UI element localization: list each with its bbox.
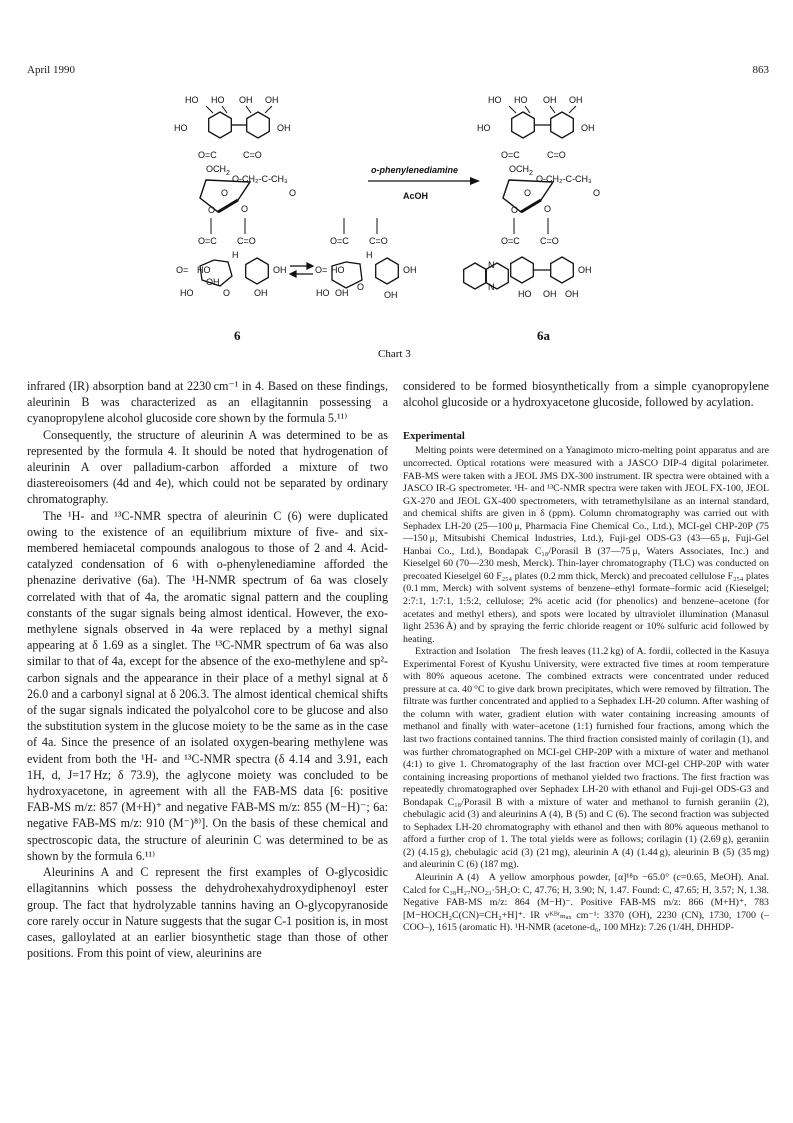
solvent-label: AcOH [403, 191, 429, 201]
ester-carbonyl: C=O [369, 236, 388, 246]
right-text-column [403, 378, 769, 935]
ring-oxygen: O [208, 205, 216, 215]
paragraph: Consequently, the structure of aleurinin A was determined to be as represented by the formula 4. It should be noted that hydrogenation of aleurinin A over palladium-carbon afforded a mixture of two diastereoisomers (4d and 4e), which could not be separated by ordinary chromatography. [27, 427, 388, 507]
reaction-arrow [368, 165, 480, 201]
extraction-paragraph: Extraction and Isolation The fresh leaves (11.2 kg) of A. fordii, collected in the Kasuya Experimental Forest of Kyushu University, were extracted five times at room temperature with 80% aqueous acetone. The combined extracts were concentrated under reduced pressure at ca. 40 °C to give dark brown precipitates, which were removed by filtration. The filtrate was further concentrated and applied to a Sephadex LH-20 column. After washing of the column with water, gradient elution with water containing increasing amounts of methanol and finally with water–acetone (1:1) furnished four fractions, among which the last two fractions contained tannins. The third fraction consisted mainly of corilagin (1), and was further chromatographed on MCI-gel CHP-20P with a mixture of water and methanol (4:1) to give 1. Chromatography of the last fraction over MCI-gel CHP-20P with water containing increasing proportions of methanol yielded two fractions. The first fraction was repeatedly chromatographed over Sephadex LH-20 with ethanol and Fuji-gel ODS-G3 and Bondapak C₁₈/Porasil B with a mixture of water and methanol to furnish geraniin (2), chebulagic acid (3) and aleurinins A (4), B (5) and C (6). The second fraction was subjected to Sephadex LH-20 chromatography with ethanol and then with 80% aqueous methanol to afford a further crop of 1. The total yields were as follows; corilagin (1) (2.69 g), geraniin (2) (4.15 g), chebulagic acid (3) (21 mg), aleurinin A (4) (1.44 g), aleurinin B (5) (35 mg) and aleurinin C (6) (187 mg). [403, 646, 769, 871]
paragraph: infrared (IR) absorption band at 2230 cm⁻¹ in 4. Based on these findings, aleurinin B was characterized as an ellagitannin possessing a cyanopropylene alcohol glucoside core shown by the formula 5.¹¹⁾ [27, 379, 388, 426]
equilibrium-arrow [290, 263, 313, 277]
running-header-date: April 1990 [27, 64, 75, 76]
ring-oxygen: O [511, 205, 519, 215]
paragraph: The ¹H- and ¹³C-NMR spectra of aleurinin C (6) were duplicated owing to the existence of an equilibrium mixture of five- and six-membered hemiacetal compounds analogous to those of 2 and 4. Acid-catalyzed condensation of 6 with o-phenylenediamine afforded the phenazine derivative (6a). The ¹H-NMR spectrum of 6a was closely correlated with that of 4a, the aromatic signal pattern and the coupling constants of the sugar signals being almost identical. However, the exo-methylene signals observed in 4a were replaced by a methyl signal appearing at δ 1.69 as a singlet. The ¹³C-NMR spectrum of 6a was also similar to that of 4a, except for the absence of the exo-methylene and sp²-carbon signals and the appearance in their place of a methyl signal at δ 26.0 and a carbonyl signal at δ 206.3. The almost identical chemical shifts of the sugar signals indicated the polyalcohol core to be glucose and also the substitution system in the glucose moiety to be the same as in the case of 4a. Since the presence of an isolated oxygen-bearing methylene was evident from both the ¹H- and ¹³C-NMR spectra (δ 4.14 and 3.91, each 1H, d, J=17 Hz; δ 73.9), the aglycone moiety was concluded to be hydroxyacetone, in agreement with all the FAB-MS data [6: positive FAB-MS m/z: 857 (M+H)⁺ and negative FAB-MS m/z: 855 (M−H)⁻; 6a: negative FAB-MS m/z: 910 (M⁻)⁸⁾]. On the basis of these chemical and spectroscopic data, the structure of aleurinin C was determined to be as shown by the formula 6.¹¹⁾ [27, 508, 388, 863]
paragraph: Aleurinins A and C represent the first examples of O-glycosidic ellagitannins which possess the dehydrohexahydroxydiphenoyl ester group. The fact that hydrolyzable tannins having an O-glycopyranoside core rarely occur in Nature suggests that the sugar C-1 position is, in most cases, galloylated at an earlier biosynthetic stage than those of other positions. From this point of view, aleurinins are [27, 865, 388, 961]
ester-carbonyl: C=O [243, 150, 262, 160]
phenazine-nitrogen: N [488, 260, 495, 270]
ester-carbonyl: O=C [501, 236, 520, 246]
keto-oxygen: O [289, 188, 297, 198]
oh-label: OH [384, 290, 398, 300]
oh-label: OH [565, 289, 579, 299]
oh-label: OH [543, 95, 557, 105]
oh-label: OH [277, 123, 291, 133]
reagent-label: o-phenylenediamine [371, 165, 459, 175]
ring-oxygen: O [241, 204, 249, 214]
acetonyl-group: O-CH₂-C-CH₃ [232, 174, 288, 184]
structure-6a [464, 95, 600, 299]
keto-oxygen: O [593, 188, 601, 198]
aleurinin-a-paragraph: Aleurinin A (4) A yellow amorphous powder, [α]¹⁸ᴅ −65.0° (c=0.65, MeOH). Anal. Calcd for C₃₈H₂₇NO₂₃·5H₂O: C, 47.76; H, 3.90; N, 1.47. Found: C, 47.65; H, 3.57; N, 1.38. Negative FAB-MS m/z: 864 (M−H)⁻. Positive FAB-MS m/z: 866 (M+H)⁺, 783 [M−HOCH₂C(CN)=CH₂+H]⁺. IR νᴷᴮʳₘₐₓ cm⁻¹: 3370 (OH), 2230 (CN), 1730, 1700 (–COO–), 1615 (aromatic H). ¹H-NMR (acetone-d₆, 100 MHz): 7.26 (1/4H, DHHDP- [403, 872, 769, 934]
oxo-label: O= [315, 265, 328, 275]
oh-label: OH [335, 288, 349, 298]
compound-label-6: 6 [234, 328, 241, 343]
och2-label: $OCH_2$ [206, 164, 230, 177]
ho-label: HO [488, 95, 502, 105]
structure-6-isomer [315, 218, 417, 300]
och2-label: $OCH_2$ [509, 164, 533, 177]
ester-carbonyl: O=C [198, 236, 217, 246]
experimental-paragraph: Melting points were determined on a Yanagimoto micro-melting point apparatus and are uncorrected. Optical rotations were measured with a JASCO DIP-4 digital polarimeter. FAB-MS were taken with a JEOL JMS DX-300 instrument. IR spectra were obtained with a JASCO IR-G spectrometer. ¹H- and ¹³C-NMR spectra were taken with JEOL FX-100, JEOL GX-270 and JEOL GX-400 spectrometers, with tetramethylsilane as an internal standard, and chemical shifts are given in δ (ppm). Column chromatography was carried out with Sephadex LH-20 (25—100 μ, Pharmacia Fine Chemical Co., Ltd.), MCI-gel CHP-20P (75—150 μ, Mitsubishi Chemical Industries, Ltd.), Fuji-gel ODS-G3 (43—65 μ, Fuji-Gel Hanbai Co., Ltd.), Bondapak C₁₈/Porasil B (37—75 μ, Waters Associates, Inc.) and Kieselgel 60 (70—230 mesh, Merck). Thin-layer chromatography (TLC) was conducted on precoated Kieselgel 60 F₂₅₄ plates (0.2 mm thick, Merck) and precoated cellulose F₂₅₄ plates (0.1 mm, Merck) with solvent systems of benzene–ethyl formate–formic acid (Kieselgel; 2:7:1, 1:7:1, 1:5:2, cellulose; 2% acetic acid (for phenolics) and benzene–acetone (for acetates and methyl ethers), and spots were located by ultraviolet illumination (Manasul light 2536 Å) and by spraying the ferric chloride reagent or 10% sulfuric acid followed by heating. [403, 445, 769, 645]
ho-label: HO [197, 265, 211, 275]
oh-label: OH [403, 265, 417, 275]
oh-label: OH [265, 95, 279, 105]
ester-carbonyl: C=O [237, 236, 256, 246]
oh-label: OH [578, 265, 592, 275]
oh-label: OH [569, 95, 583, 105]
ring-oxygen: O [544, 204, 552, 214]
acetonyl-group: O-CH₂-C-CH₃ [536, 174, 592, 184]
ester-carbonyl: O=C [501, 150, 520, 160]
ho-label: HO [331, 265, 345, 275]
structure-6 [174, 95, 296, 298]
ring-oxygen: O [221, 188, 229, 198]
ho-label: HO [316, 288, 330, 298]
h-label: H [366, 250, 373, 260]
ho-label: HO [174, 123, 188, 133]
ho-label: HO [180, 288, 194, 298]
ho-label: HO [518, 289, 532, 299]
oh-label: OH [543, 289, 557, 299]
phenazine-nitrogen: N [488, 282, 495, 292]
page-number: 863 [752, 64, 769, 76]
chart-caption: Chart 3 [378, 348, 411, 360]
ho-label: HO [211, 95, 225, 105]
ester-carbonyl: C=O [547, 150, 566, 160]
oh-label: OH [206, 277, 220, 287]
paragraph: considered to be formed biosynthetically from a simple cyanopropylene alcohol glucoside or a hydroxyacetone glucoside, followed by acylation. [403, 379, 769, 410]
ho-label: HO [185, 95, 199, 105]
oh-label: OH [273, 265, 287, 275]
ring-oxygen: O [223, 288, 231, 298]
h-label: H [232, 250, 239, 260]
oh-label: OH [239, 95, 253, 105]
ring-oxygen: O [357, 282, 365, 292]
section-heading: Experimental [403, 431, 465, 443]
ring-oxygen: O [524, 188, 532, 198]
ester-carbonyl: C=O [540, 236, 559, 246]
ester-carbonyl: O=C [330, 236, 349, 246]
ho-label: HO [514, 95, 528, 105]
left-text-column [27, 378, 388, 961]
chart-3-scheme [0, 0, 793, 378]
oh-label: OH [254, 288, 268, 298]
oxo-label: O= [176, 265, 189, 275]
oh-label: OH [581, 123, 595, 133]
ho-label: HO [477, 123, 491, 133]
compound-label-6a: 6a [537, 328, 550, 343]
ester-carbonyl: O=C [198, 150, 217, 160]
